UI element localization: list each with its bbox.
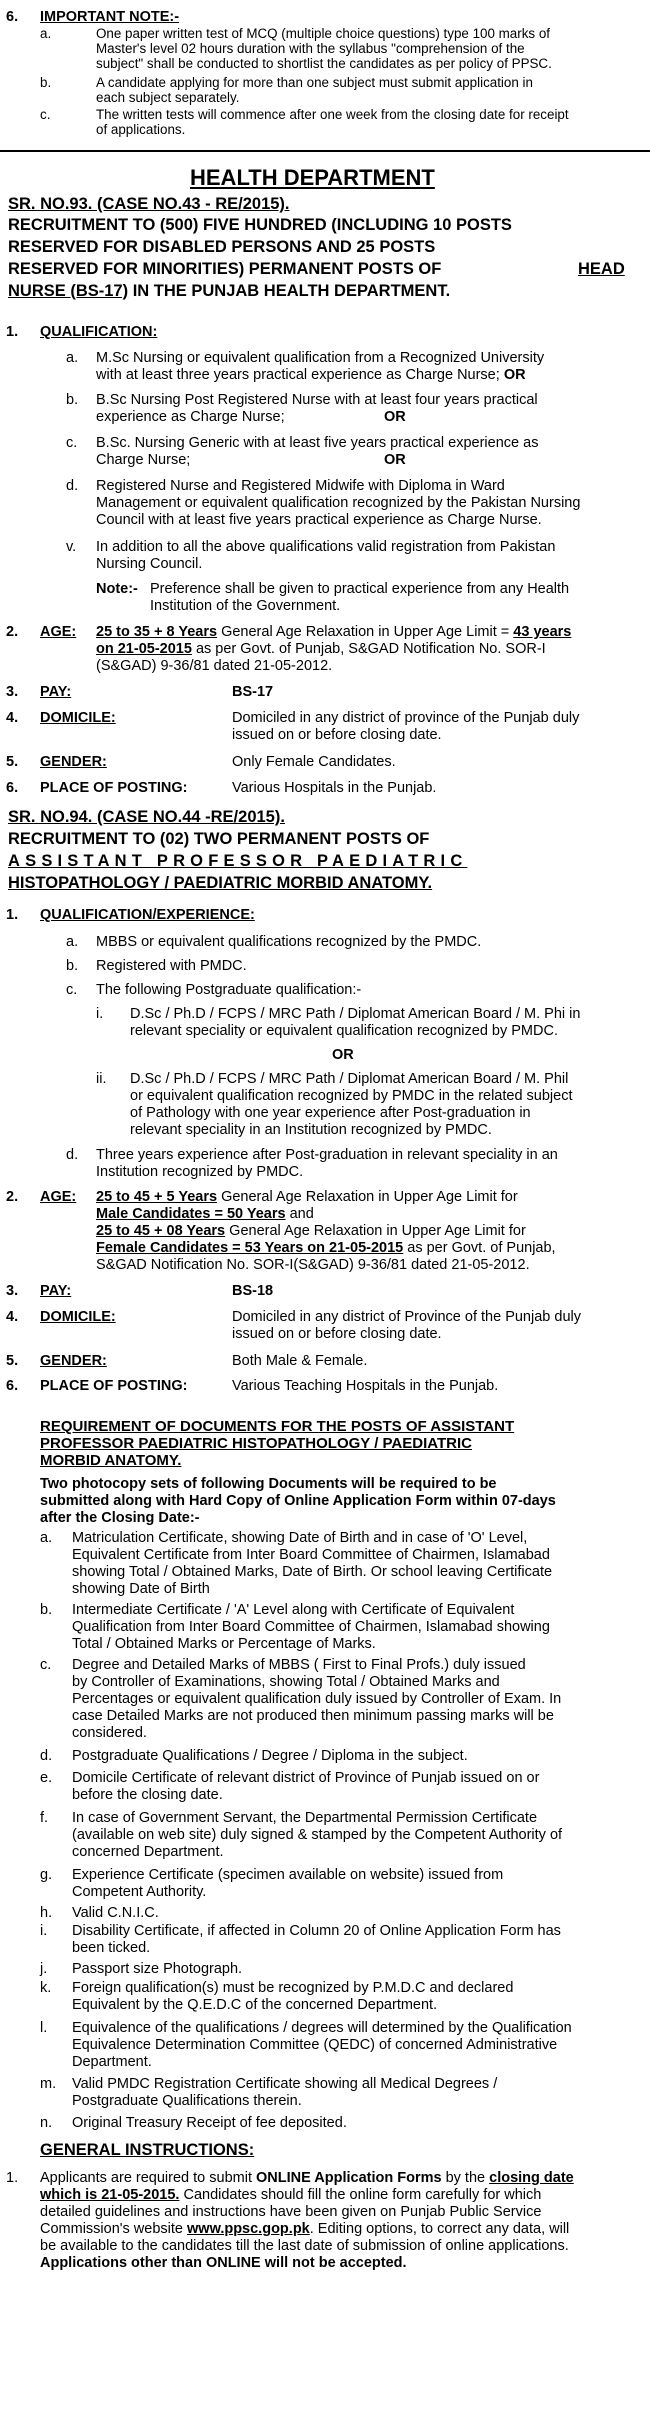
qual-text: Council with at least five years practical experience as Charge Nurse.: [96, 512, 542, 528]
general-text: which is 21-05-2015. Candidates should fill the online form carefully for which: [40, 2187, 542, 2203]
general-heading: GENERAL INSTRUCTIONS:: [40, 2141, 255, 2159]
posting-label: PLACE OF POSTING:: [40, 780, 188, 796]
note-text: Preference shall be given to practical experience from any Health: [150, 581, 570, 597]
age-text: Male Candidates = 50 Years and: [96, 1206, 314, 1222]
qual-text: Management or equivalent qualification recognized by the Pakistan Nursing: [96, 495, 581, 511]
qual-text: with at least three years practical experience as Charge Nurse; OR: [96, 367, 526, 383]
item-number: 2.: [6, 1189, 19, 1205]
list-marker: b.: [66, 392, 79, 408]
list-marker: i.: [96, 1006, 104, 1022]
domicile-value: issued on or before closing date.: [232, 1326, 442, 1342]
document-text: Domicile Certificate of relevant district of Province of Punjab issued on or: [72, 1770, 540, 1786]
qual-text: of Pathology with one year experience after Post-graduation in: [130, 1105, 531, 1121]
website-link[interactable]: www.ppsc.gop.pk: [187, 2221, 310, 2237]
posting-value: Various Hospitals in the Punjab.: [232, 780, 437, 796]
qual-text: In addition to all the above qualifications valid registration from Pakistan: [96, 539, 556, 555]
age-text: Female Candidates = 53 Years on 21-05-2015 as per Govt. of Punjab,: [96, 1240, 556, 1256]
list-marker: b.: [40, 1602, 53, 1618]
or-label: OR: [384, 452, 406, 468]
note-text: each subject separately.: [96, 90, 240, 105]
item-number: 2.: [6, 624, 19, 640]
document-text: showing Date of Birth: [72, 1581, 210, 1597]
note-label: Note:-: [96, 581, 138, 597]
department-title: HEALTH DEPARTMENT: [190, 165, 435, 190]
general-text: Applicants are required to submit ONLINE Application Forms by the closing date: [40, 2170, 574, 2186]
post93-title-line: NURSE (BS-17) IN THE PUNJAB HEALTH DEPARTMENT.: [8, 282, 451, 300]
document-text: Original Treasury Receipt of fee deposited.: [72, 2115, 347, 2131]
list-marker: d.: [66, 478, 79, 494]
general-text: be available to the candidates till the last date of submission of online applications.: [40, 2238, 569, 2254]
documents-heading: MORBID ANATOMY.: [40, 1452, 182, 1469]
list-marker: a.: [66, 934, 79, 950]
post93-title-emph: HEAD: [578, 260, 625, 278]
post93-title-line: RECRUITMENT TO (500) FIVE HUNDRED (INCLUDING 10 POSTS: [8, 216, 512, 234]
gender-value: Both Male & Female.: [232, 1353, 368, 1369]
age-text: (S&GAD) 9-36/81 dated 21-05-2012.: [96, 658, 333, 674]
domicile-value: issued on or before closing date.: [232, 727, 442, 743]
list-marker: v.: [66, 539, 77, 555]
qual-text: relevant speciality in an Institution recognized by PMDC.: [130, 1122, 492, 1138]
document-text: Qualification from Inter Board Committee of Chairmen, Islamabad showing: [72, 1619, 550, 1635]
post94-qual-label: QUALIFICATION/EXPERIENCE:: [40, 907, 255, 923]
document-text: Equivalence Determination Committee (QEDC) of concerned Administrative: [72, 2037, 558, 2053]
list-marker: j.: [40, 1961, 48, 1977]
document-text: considered.: [72, 1725, 147, 1741]
document-text: Matriculation Certificate, showing Date of Birth and in case of 'O' Level,: [72, 1530, 528, 1546]
general-text: detailed guidelines and instructions have been given on Punjab Public Service: [40, 2204, 542, 2220]
qual-text: B.Sc. Nursing Generic with at least five years practical experience as: [96, 435, 539, 451]
document-text: Passport size Photograph.: [72, 1961, 243, 1977]
document-text: Experience Certificate (specimen available on website) issued from: [72, 1867, 504, 1883]
post93-title-line: RESERVED FOR DISABLED PERSONS AND 25 POSTS: [8, 238, 436, 256]
qual-text: Institution recognized by PMDC.: [96, 1164, 304, 1180]
gender-label: GENDER:: [40, 754, 107, 770]
list-marker: b.: [40, 75, 52, 90]
general-text: Commission's website www.ppsc.gop.pk. Editing options, to correct any data, will: [40, 2221, 570, 2237]
section-divider: [0, 150, 650, 152]
domicile-label: DOMICILE:: [40, 710, 116, 726]
pay-label: PAY:: [40, 1283, 72, 1299]
item-number: 6.: [6, 1378, 19, 1394]
note-text: Institution of the Government.: [150, 598, 341, 614]
domicile-value: Domiciled in any district of Province of the Punjab duly: [232, 1309, 581, 1325]
qual-text: experience as Charge Nurse;: [96, 409, 285, 425]
documents-intro: submitted along with Hard Copy of Online Application Form within 07-days: [40, 1493, 556, 1509]
list-marker: 1.: [6, 2170, 19, 2186]
note-text: The written tests will commence after one week from the closing date for receipt: [96, 107, 569, 122]
list-marker: k.: [40, 1980, 52, 1996]
item-number: 1.: [6, 324, 19, 340]
domicile-value: Domiciled in any district of province of the Punjab duly: [232, 710, 580, 726]
pay-label: PAY:: [40, 684, 72, 700]
list-marker: a.: [66, 350, 79, 366]
age-text: 25 to 45 + 5 Years General Age Relaxation in Upper Age Limit for: [96, 1189, 518, 1205]
item-number: 6.: [6, 780, 19, 796]
age-text: 25 to 35 + 8 Years General Age Relaxation in Upper Age Limit = 43 years: [96, 624, 572, 640]
list-marker: n.: [40, 2115, 53, 2131]
age-text: 25 to 45 + 08 Years General Age Relaxation in Upper Age Limit for: [96, 1223, 526, 1239]
qual-text: D.Sc / Ph.D / FCPS / MRC Path / Diplomat American Board / M. Phi in: [130, 1006, 581, 1022]
age-text: on 21-05-2015 as per Govt. of Punjab, S&GAD Notification No. SOR-I: [96, 641, 546, 657]
list-marker: h.: [40, 1905, 53, 1921]
item-number: 4.: [6, 1309, 19, 1325]
note-text: subject" shall be conducted to shortlist the candidates as per policy of PPSC.: [96, 56, 552, 71]
note-text: of applications.: [96, 122, 186, 137]
item-number: 3.: [6, 684, 19, 700]
documents-intro: after the Closing Date:-: [40, 1510, 200, 1526]
list-marker: a.: [40, 26, 52, 41]
list-marker: e.: [40, 1770, 53, 1786]
posting-value: Various Teaching Hospitals in the Punjab.: [232, 1378, 499, 1394]
document-text: Degree and Detailed Marks of MBBS ( First to Final Profs.) duly issued: [72, 1657, 526, 1673]
document-text: been ticked.: [72, 1940, 151, 1956]
document-text: Valid PMDC Registration Certificate showing all Medical Degrees /: [72, 2076, 498, 2092]
list-marker: l.: [40, 2020, 48, 2036]
list-marker: c.: [40, 107, 51, 122]
or-label: OR: [384, 409, 406, 425]
qual-text: Registered Nurse and Registered Midwife with Diploma in Ward: [96, 478, 505, 494]
general-text: Applications other than ONLINE will not be accepted.: [40, 2255, 407, 2271]
list-marker: c.: [66, 982, 78, 998]
document-text: Intermediate Certificate / 'A' Level along with Certificate of Equivalent: [72, 1602, 515, 1618]
document-text: Department.: [72, 2054, 152, 2070]
posting-label: PLACE OF POSTING:: [40, 1378, 188, 1394]
qual-text: MBBS or equivalent qualifications recognized by the PMDC.: [96, 934, 482, 950]
item-number: 5.: [6, 1353, 19, 1369]
list-marker: d.: [66, 1147, 79, 1163]
gender-label: GENDER:: [40, 1353, 107, 1369]
document-text: showing Total / Obtained Marks, Date of Birth. Or school leaving Certificate: [72, 1564, 553, 1580]
qual-text: Registered with PMDC.: [96, 958, 247, 974]
domicile-label: DOMICILE:: [40, 1309, 116, 1325]
age-label: AGE:: [40, 624, 77, 640]
document-text: Competent Authority.: [72, 1884, 207, 1900]
document-text: case Detailed Marks are not produced then minimum passing marks will be: [72, 1708, 554, 1724]
qual-text: B.Sc Nursing Post Registered Nurse with at least four years practical: [96, 392, 538, 408]
qual-text: Three years experience after Post-graduation in relevant speciality in an: [96, 1147, 558, 1163]
document-text: Equivalence of the qualifications / degrees will determined by the Qualification: [72, 2020, 572, 2036]
item-number: 4.: [6, 710, 19, 726]
list-marker: a.: [40, 1530, 53, 1546]
document-text: concerned Department.: [72, 1844, 224, 1860]
document-text: before the closing date.: [72, 1787, 223, 1803]
age-text: S&GAD Notification No. SOR-I(S&GAD) 9-36/81 dated 21-05-2012.: [96, 1257, 530, 1273]
document-text: Percentages or equivalent qualification duly issued by Controller of Exam. In: [72, 1691, 562, 1707]
post93-qual-label: QUALIFICATION:: [40, 324, 158, 340]
document-text: In case of Government Servant, the Departmental Permission Certificate: [72, 1810, 538, 1826]
note-title: IMPORTANT NOTE:-: [40, 9, 180, 25]
post94-title-line: HISTOPATHOLOGY / PAEDIATRIC MORBID ANATOMY.: [8, 874, 433, 892]
list-marker: i.: [40, 1923, 48, 1939]
post94-title-line: RECRUITMENT TO (02) TWO PERMANENT POSTS OF: [8, 830, 430, 848]
document-text: Foreign qualification(s) must be recognized by P.M.D.C and declared: [72, 1980, 514, 1996]
note-number: 6.: [6, 9, 19, 25]
post93-heading: SR. NO.93. (CASE NO.43 - RE/2015).: [8, 195, 290, 213]
list-marker: f.: [40, 1810, 49, 1826]
document-text: Equivalent by the Q.E.D.C of the concerned Department.: [72, 1997, 438, 2013]
list-marker: d.: [40, 1748, 53, 1764]
document-text: Postgraduate Qualifications / Degree / Diploma in the subject.: [72, 1748, 468, 1764]
list-marker: m.: [40, 2076, 57, 2092]
note-text: Master's level 02 hours duration with the syllabus "comprehension of the: [96, 41, 525, 56]
document-text: Valid C.N.I.C.: [72, 1905, 159, 1921]
document-text: by Controller of Examinations, showing Total / Obtained Marks and: [72, 1674, 500, 1690]
list-marker: ii.: [96, 1071, 107, 1087]
document-text: Equivalent Certificate from Inter Board Committee of Chairmen, Islamabad: [72, 1547, 550, 1563]
item-number: 3.: [6, 1283, 19, 1299]
documents-intro: Two photocopy sets of following Documents will be required to be: [40, 1476, 497, 1492]
list-marker: c.: [66, 435, 78, 451]
qual-text: Charge Nurse;: [96, 452, 191, 468]
qual-text: relevant speciality or equivalent qualification recognized by PMDC.: [130, 1023, 558, 1039]
documents-heading: REQUIREMENT OF DOCUMENTS FOR THE POSTS OF ASSISTANT: [40, 1418, 515, 1435]
item-number: 1.: [6, 907, 19, 923]
list-marker: c.: [40, 1657, 52, 1673]
list-marker: b.: [66, 958, 79, 974]
document-text: (available on web site) duly signed & stamped by the Competent Authority of: [72, 1827, 563, 1843]
post93-title-line: RESERVED FOR MINORITIES) PERMANENT POSTS OF: [8, 260, 442, 278]
note-text: A candidate applying for more than one subject must submit application in: [96, 75, 533, 90]
qual-text: The following Postgraduate qualification:-: [96, 982, 362, 998]
document-text: Disability Certificate, if affected in Column 20 of Online Application Form has: [72, 1923, 561, 1939]
post94-heading: SR. NO.94. (CASE NO.44 -RE/2015).: [8, 808, 285, 826]
qual-text: D.Sc / Ph.D / FCPS / MRC Path / Diplomat American Board / M. Phil: [130, 1071, 569, 1087]
qual-text: or equivalent qualification recognized by PMDC in the related subject: [130, 1088, 573, 1104]
age-label: AGE:: [40, 1189, 77, 1205]
item-number: 5.: [6, 754, 19, 770]
or-label: OR: [332, 1047, 354, 1063]
qual-text: M.Sc Nursing or equivalent qualification from a Recognized University: [96, 350, 545, 366]
gender-value: Only Female Candidates.: [232, 754, 396, 770]
documents-heading: PROFESSOR PAEDIATRIC HISTOPATHOLOGY / PAEDIATRIC: [40, 1435, 472, 1452]
document-text: Total / Obtained Marks or Percentage of Marks.: [72, 1636, 376, 1652]
pay-value: BS-18: [232, 1283, 274, 1299]
post94-title-line: ASSISTANT PROFESSOR PAEDIATRIC: [8, 852, 468, 870]
qual-text: Nursing Council.: [96, 556, 203, 572]
note-text: One paper written test of MCQ (multiple choice questions) type 100 marks of: [96, 26, 550, 41]
pay-value: BS-17: [232, 684, 274, 700]
list-marker: g.: [40, 1867, 53, 1883]
document-text: Postgraduate Qualifications therein.: [72, 2093, 302, 2109]
